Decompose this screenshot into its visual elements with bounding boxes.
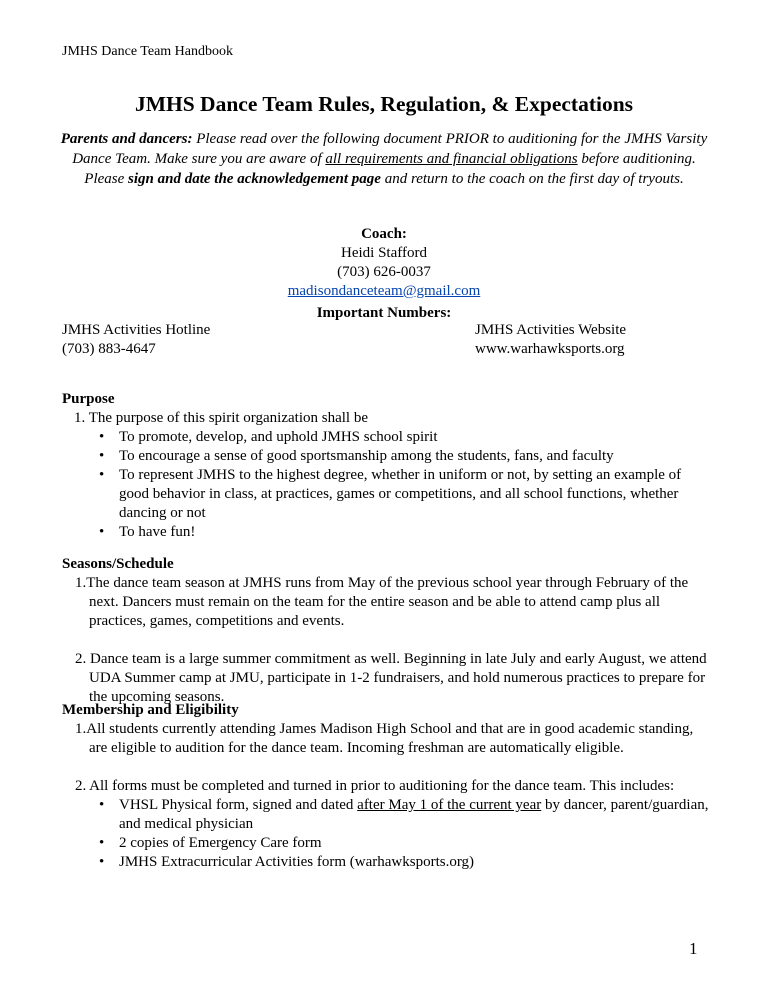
running-header: JMHS Dance Team Handbook (62, 44, 234, 59)
bullet-icon: • (99, 448, 105, 464)
list-item: • JMHS Extracurricular Activities form (warhawksports.org) (99, 854, 475, 870)
list-item: • To represent JMHS to the highest degree, whether in uniform or not, by setting an example of good behavior in class, at practices, games or competitions, and all school functions, whether dancing or not (99, 467, 682, 521)
page-number: 1 (689, 939, 698, 958)
activities-hotline: JMHS Activities Hotline (703) 883-4647 (62, 322, 211, 357)
coach-block (0, 225, 768, 301)
seasons-section: Seasons/Schedule 1.The dance team season at JMHS runs from May of the previous school year through February of the next. Dancers must remain on the team for the entire season and be able to attend camp plus all practices, games, competitions and events. 2. Dance team is a large summer commitment as well. Beginning in late July and early August, we attend UDA Summer camp at JMU, participate in 1-2 fundraisers, and hold numerous practices to prepare for the upcoming seasons. (62, 555, 712, 707)
list-item: • To have fun! (99, 524, 196, 540)
bullet-icon: • (99, 467, 105, 483)
membership-heading: Membership and Eligibility (62, 702, 239, 718)
seasons-heading: Seasons/Schedule (62, 556, 174, 572)
page-title: JMHS Dance Team Rules, Regulation, & Expectations (134, 92, 634, 116)
purpose-section: Purpose 1. The purpose of this spirit organization shall be • To promote, develop, and uphold JMHS school spirit • To encourage a sense of good sportsmanship among the students, fans, and faculty • To represent JMHS to the highest degree, whether in uniform or not, by setting an example of good behavior in class, at practices, games or competitions, and all school functions, whether dancing or not • To have fun! (62, 390, 712, 542)
intro-lead: Parents and dancers: (60, 131, 193, 147)
coach-email-link[interactable]: madisondanceteam@gmail.com (287, 283, 481, 299)
list-item: • To encourage a sense of good sportsmanship among the students, fans, and faculty (99, 448, 614, 464)
list-item: • VHSL Physical form, signed and dated after May 1 of the current year by dancer, parent/guardian, and medical physician (99, 797, 709, 832)
activities-website: JMHS Activities Website www.warhawksports.org (475, 322, 627, 357)
bullet-icon: • (99, 797, 105, 813)
list-item: • To promote, develop, and uphold JMHS school spirit (99, 429, 438, 445)
intro-paragraph: Parents and dancers: Please read over the following document PRIOR to auditioning for the JMHS Varsity Dance Team. Make sure you are aware of all requirements and financial obligations before auditioning. Please sign and date the acknowledgement page and return to the coach on the first day of tryouts. (60, 131, 708, 187)
bullet-icon: • (99, 835, 105, 851)
coach-phone: (703) 626-0037 (337, 264, 431, 280)
bullet-icon: • (99, 854, 105, 870)
bullet-icon: • (99, 429, 105, 445)
coach-label: Coach: (361, 226, 407, 242)
coach-name: Heidi Stafford (341, 245, 427, 261)
membership-section: Membership and Eligibility 1.All students currently attending James Madison High School and that are in good academic standing, are eligible to audition for the dance team. Incoming freshman are automatically eligible. 2. All forms must be completed and turned in prior to auditioning for the dance team. This includes: • VHSL Physical form, signed and dated after May 1 of the current year by dancer, parent/guardian, and medical physician • 2 copies of Emergency Care form • JMHS Extracurricular Activities form (warhawksports.org) (62, 701, 712, 872)
bullet-icon: • (99, 524, 105, 540)
purpose-heading: Purpose (62, 391, 115, 407)
important-numbers-label: Important Numbers: (316, 305, 452, 321)
list-item: • 2 copies of Emergency Care form (99, 835, 322, 851)
